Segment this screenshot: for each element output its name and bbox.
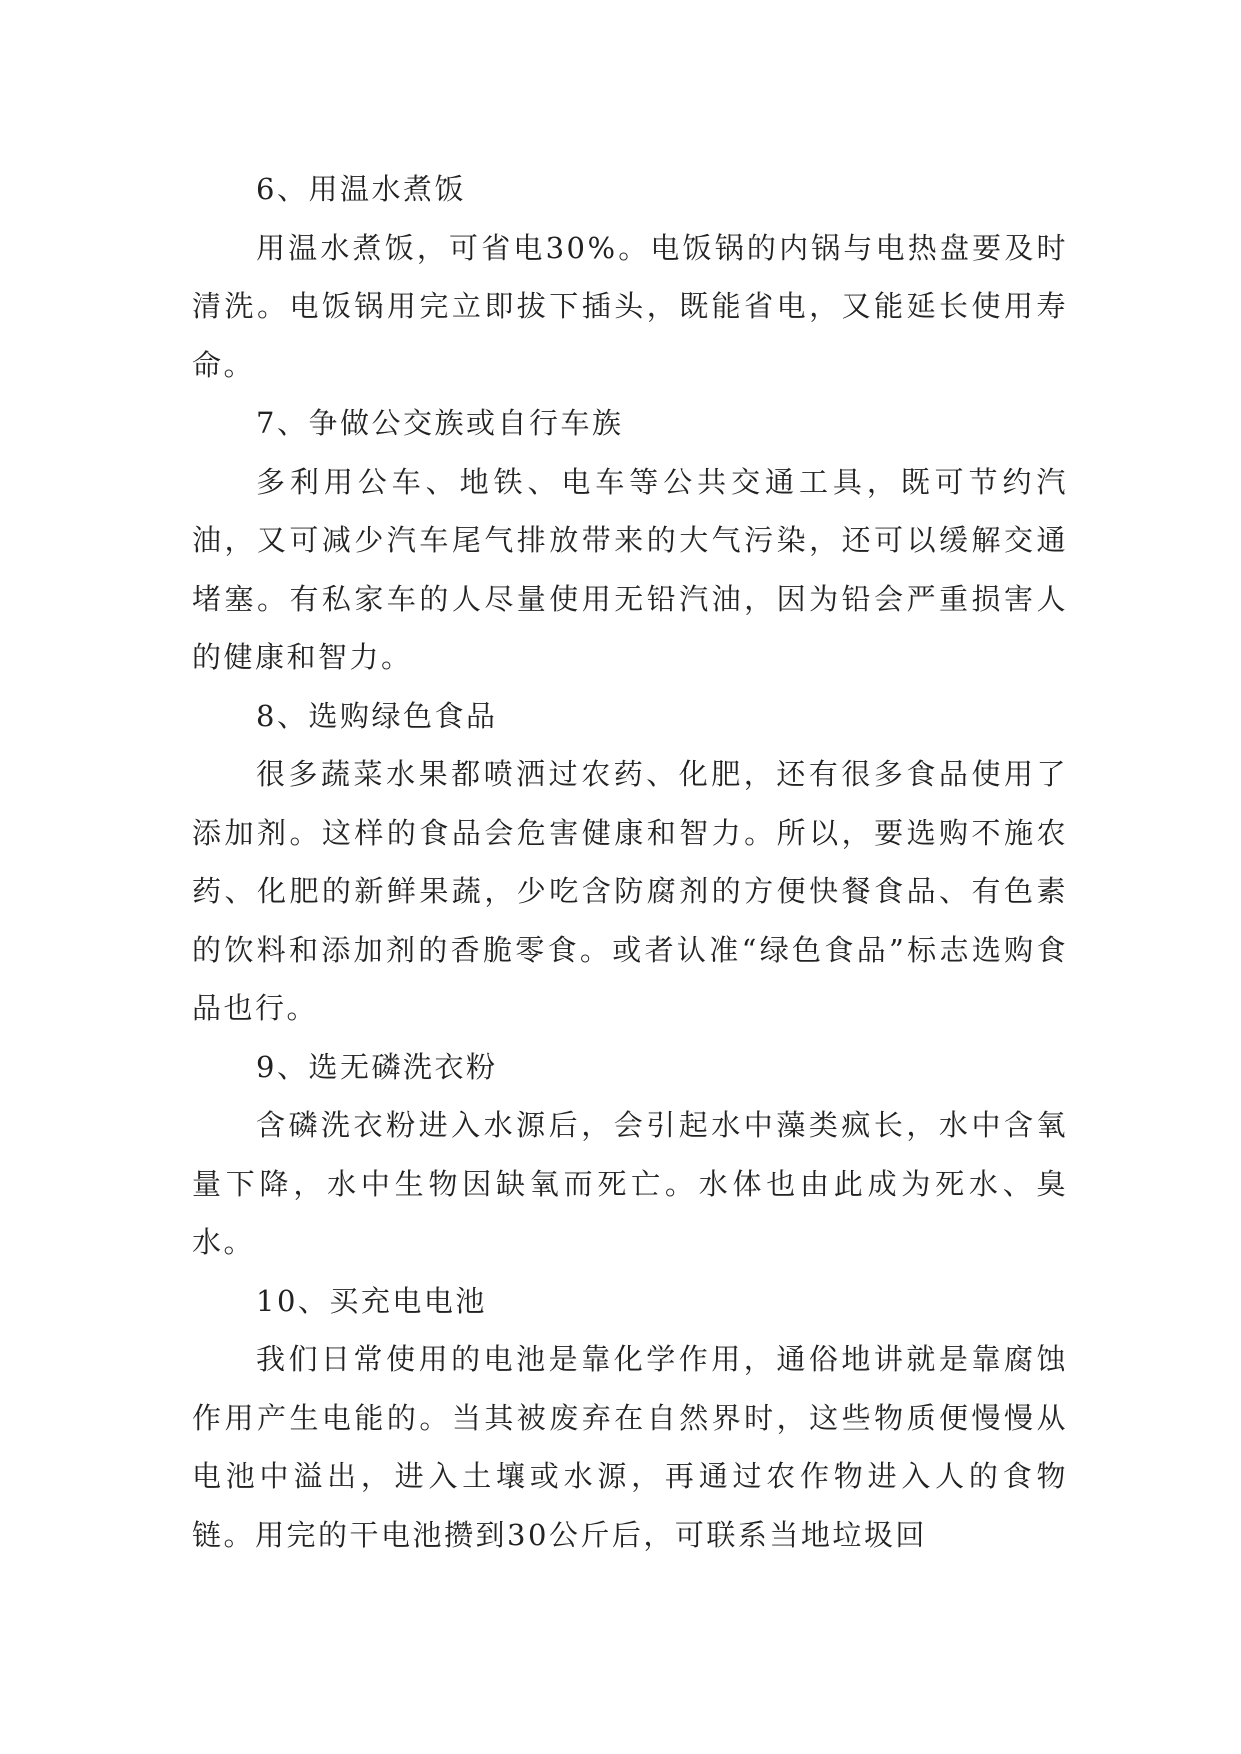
section-body-10: 我们日常使用的电池是靠化学作用，通俗地讲就是靠腐蚀作用产生电能的。当其被废弃在自然界时，这些物质便慢慢从电池中溢出，进入土壤或水源，再通过农作物进入人的食物链。用完的干电池攒到30公斤后，可联系当地垃圾回: [192, 1342, 1068, 1552]
section-heading-6: 6、用温水煮饭: [256, 172, 466, 206]
section-body-9: 含磷洗衣粉进入水源后，会引起水中藻类疯长，水中含氧量下降，水中生物因缺氧而死亡。水体也由此成为死水、臭水。: [192, 1108, 1068, 1259]
section-heading-10: 10、买充电电池: [256, 1283, 487, 1318]
section-heading-8: 8、选购绿色食品: [256, 698, 498, 733]
section-body-7: 多利用公车、地铁、电车等公共交通工具，既可节约汽油，又可减少汽车尾气排放带来的大气污染，还可以缓解交通堵塞。有私家车的人尽量使用无铅汽油，因为铅会严重损害人的健康和智力。: [192, 464, 1068, 674]
document-body: [192, 160, 1068, 1564]
section-body-6: 用温水煮饭，可省电30%。电饭锅的内锅与电热盘要及时清洗。电饭锅用完立即拔下插头，既能省电，又能延长使用寿命。: [192, 230, 1068, 382]
section-heading-7: 7、争做公交族或自行车族: [256, 406, 624, 440]
section-body-8: 很多蔬菜水果都喷洒过农药、化肥，还有很多食品使用了添加剂。这样的食品会危害健康和智力。所以，要选购不施农药、化肥的新鲜果蔬，少吃含防腐剂的方便快餐食品、有色素的饮料和添加剂的香脆零食。或者认准“绿色食品”标志选购食品也行。: [192, 757, 1068, 1025]
section-heading-9: 9、选无磷洗衣粉: [256, 1049, 498, 1084]
